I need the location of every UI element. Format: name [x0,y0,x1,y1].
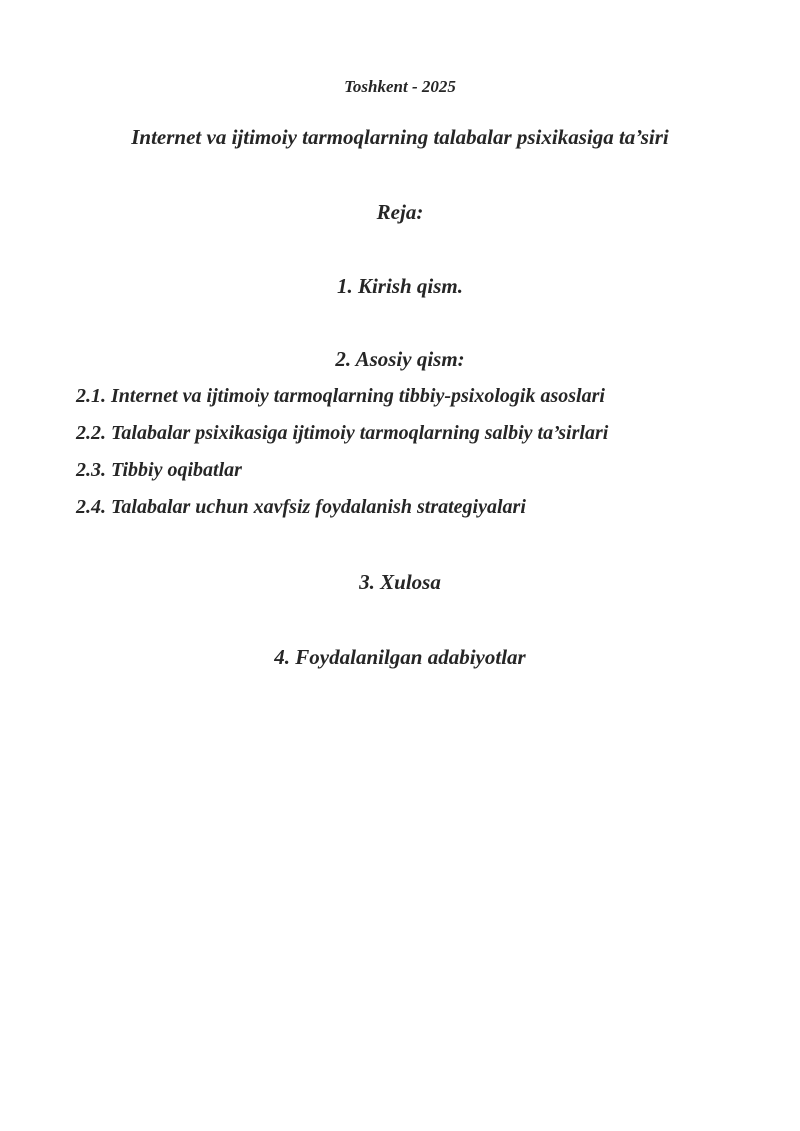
plan-item-introduction: 1. Kirish qism. [336,274,464,298]
plan-heading: Reja: [376,200,424,224]
plan-subitem-2-1: 2.1. Internet va ijtimoiy tarmoqlarning tibbiy-psixologik asoslari [76,385,605,407]
document-title: Internet va ijtimoiy tarmoqlarning talabalar psixikasiga ta’siri [131,125,669,149]
plan-subitem-2-2: 2.2. Talabalar psixikasiga ijtimoiy tarmoqlarning salbiy ta’sirlari [76,422,609,444]
plan-subitem-2-3: 2.3. Tibbiy oqibatlar [76,459,242,481]
place-year: Toshkent - 2025 [344,77,456,96]
plan-subitem-2-4: 2.4. Talabalar uchun xavfsiz foydalanish strategiyalari [76,496,526,518]
plan-item-conclusion: 3. Xulosa [359,570,441,594]
plan-item-references: 4. Foydalanilgan adabiyotlar [274,645,526,669]
plan-item-main-part: 2. Asosiy qism: [335,347,465,371]
